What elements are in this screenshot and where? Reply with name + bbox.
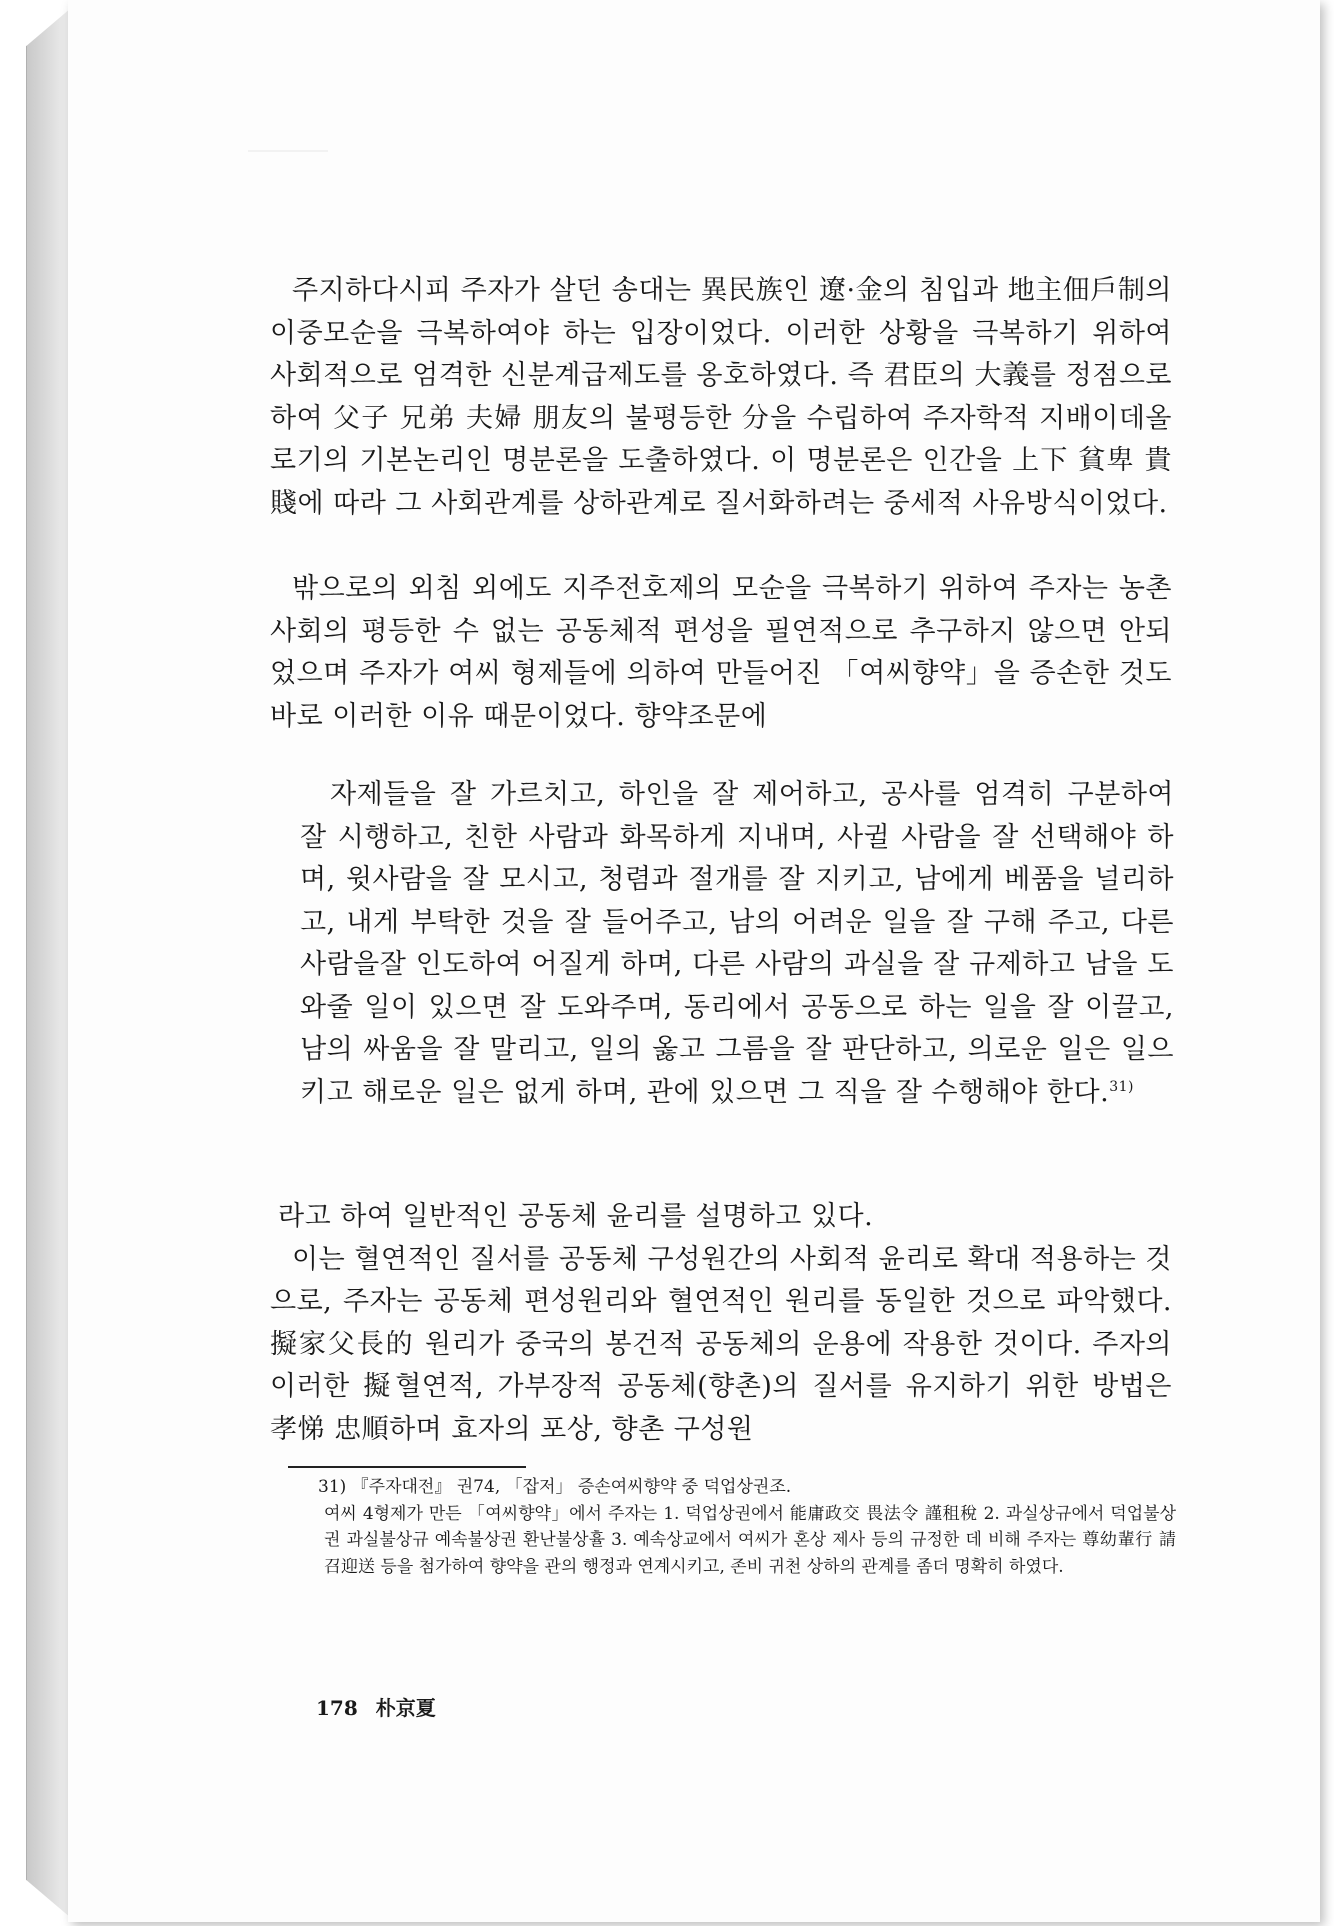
- footnote-31: [318, 1474, 1176, 1580]
- author-name: 朴京夏: [375, 1696, 436, 1720]
- body-section-1: [270, 270, 1172, 525]
- footnote-reference: 31): [1109, 1078, 1134, 1095]
- paragraph-2: 밖으로의 외침 외에도 지주전호제의 모순을 극복하기 위하여 주자는 농촌사회의 평등한 수 없는 공동체적 편성을 필연적으로 추구하지 않으면 안되었으며 주자가 여씨 형제들에 의하여 만들어진 「여씨향약」을 증손한 것도 바로 이러한 이유 때문이었다. 향약조문에: [270, 573, 1172, 732]
- quote-text: 자제들을 잘 가르치고, 하인을 잘 제어하고, 공사를 엄격히 구분하여 잘 시행하고, 친한 사람과 화목하게 지내며, 사귈 사람을 잘 선택해야 하며, 윗사람을 잘 모시고, 청렴과 절개를 잘 지키고, 남에게 베품을 널리하고, 내게 부탁한 것을 잘 들어주고, 남의 어려운 일을 잘 구해 주고, 다른 사람을잘 인도하여 어질게 하며, 다른 사람의 과실을 잘 규제하고 남을 도와줄 일이 있으면 잘 도와주며, 동리에서 공동으로 하는 일을 잘 이끌고, 남의 싸움을 잘 말리고, 일의 옳고 그름을 잘 판단하고, 의로운 일은 일으키고 해로운 일은 없게 하며, 관에 있으면 그 직을 잘 수행해야 한다.: [300, 779, 1174, 1108]
- page-number: 178: [316, 1696, 358, 1720]
- footnote-body: 여씨 4형제가 만든 「여씨향약」에서 주자는 1. 덕업상권에서 能庸政交 畏法令 謹租稅 2. 과실상규에서 덕업불상권 과실불상규 예속불상권 환난불상휼 3. 예속상교에서 여씨가 혼상 제사 등의 규정한 데 비해 주자는 尊幼輩行 請召迎送 등을 첨가하여 향약을 관의 행정과 연계시키고, 존비 귀천 상하의 관계를 좀더 명확히 하였다.: [324, 1503, 1176, 1577]
- footnote-divider: [288, 1466, 526, 1468]
- footnote-heading: 31) 『주자대전』 권74, 「잡저」 증손여씨향약 중 덕업상권조.: [318, 1477, 792, 1497]
- page-footer: [316, 1692, 436, 1721]
- book-spine: [26, 8, 71, 1918]
- body-section-3: [270, 1196, 1172, 1451]
- paragraph-1: 주지하다시피 주자가 살던 송대는 異民族인 遼·金의 침입과 地主佃戶制의 이중모순을 극복하여야 하는 입장이었다. 이러한 상황을 극복하기 위하여 사회적으로 엄격한 신분계급제도를 옹호하였다. 즉 君臣의 大義를 정점으로 하여 父子 兄弟 夫婦 朋友의 불평등한 分을 수립하여 주자학적 지배이데올로기의 기본논리인 명분론을 도출하였다. 이 명분론은 인간을 上下 貧卑 貴賤에 따라 그 사회관계를 상하관계로 질서화하려는 중세적 사유방식이었다.: [270, 275, 1172, 519]
- block-quote: [300, 774, 1174, 1114]
- body-section-2: [270, 568, 1172, 738]
- paragraph-3: 라고 하여 일반적인 공동체 윤리를 설명하고 있다.: [278, 1201, 874, 1232]
- page-mark: [248, 150, 328, 152]
- paragraph-4: 이는 혈연적인 질서를 공동체 구성원간의 사회적 윤리로 확대 적용하는 것으로, 주자는 공동체 편성원리와 혈연적인 원리를 동일한 것으로 파악했다. 擬家父長的 원리가 중국의 봉건적 공동체의 운용에 작용한 것이다. 주자의 이러한 擬혈연적, 가부장적 공동체(향촌)의 질서를 유지하기 위한 방법은 孝悌 忠順하며 효자의 포상, 향촌 구성원: [270, 1243, 1172, 1445]
